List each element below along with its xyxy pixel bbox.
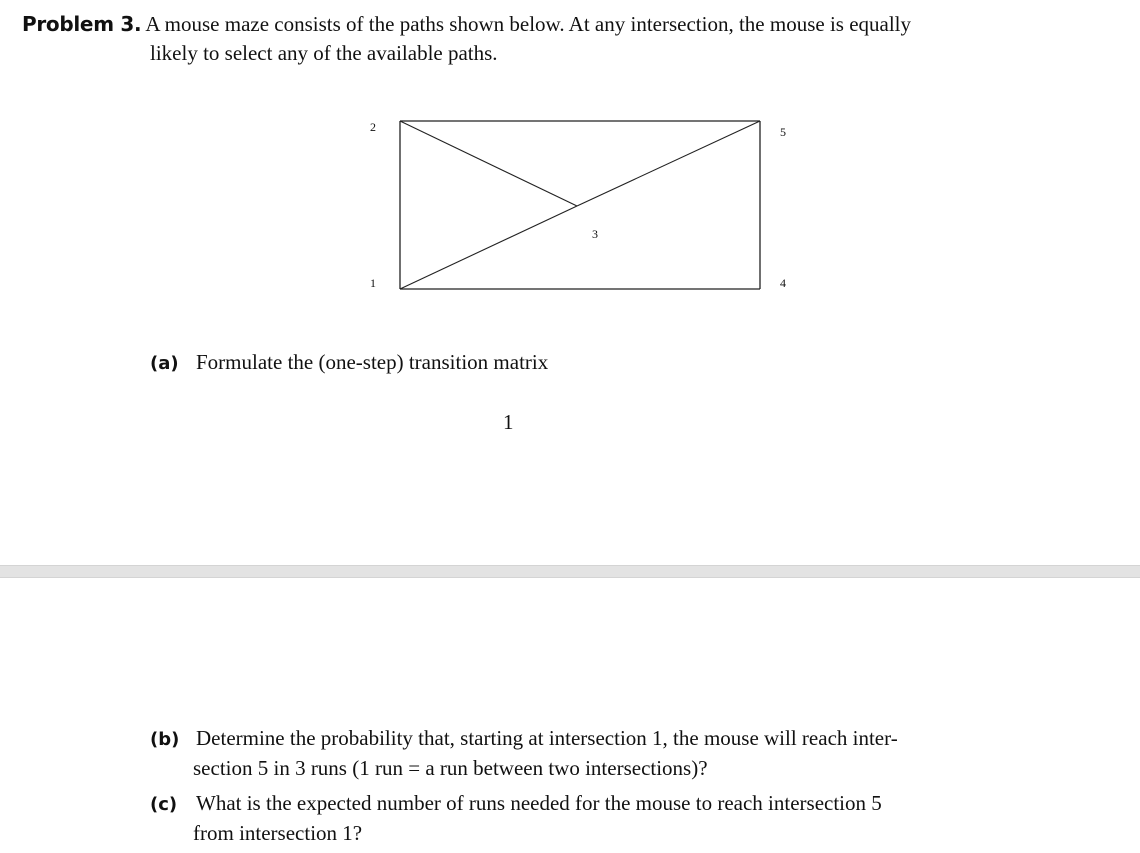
edge-1-3 [400,206,577,289]
node-label-5: 5 [780,125,786,139]
part-c-tag: (c) [150,794,178,815]
problem-label: Problem 3. [22,12,142,36]
node-label-1: 1 [370,276,376,290]
page-separator [0,565,1140,578]
part-c-text-1: What is the expected number of runs needed for the mouse to reach intersection 5 [196,791,882,815]
part-b-text-2: section 5 in 3 runs (1 run = a run between two intersections)? [193,756,708,780]
page-number: 1 [503,410,514,434]
edge-3-5 [577,121,760,206]
part-a-text: Formulate the (one-step) transition matrix [196,350,549,374]
part-a-tag: (a) [150,353,179,374]
problem-statement [22,10,1112,68]
node-label-3: 3 [592,227,598,241]
part-b [150,724,898,782]
part-c [150,789,882,847]
problem-text-line-2: likely to select any of the available paths. [150,41,498,65]
part-b-tag: (b) [150,729,180,750]
node-label-2: 2 [370,120,376,134]
part-c-text-2: from intersection 1? [193,821,363,845]
edge-2-3 [400,121,577,206]
part-b-text-1: Determine the probability that, starting at intersection 1, the mouse will reach inter- [196,726,898,750]
part-c-line-1 [150,789,882,819]
maze-diagram [350,105,810,305]
problem-line-1 [22,10,1112,39]
node-label-4: 4 [780,276,786,290]
part-a [150,348,548,378]
part-b-line-1 [150,724,898,754]
problem-text-line-1: A mouse maze consists of the paths shown below. At any intersection, the mouse is equally [145,12,912,36]
